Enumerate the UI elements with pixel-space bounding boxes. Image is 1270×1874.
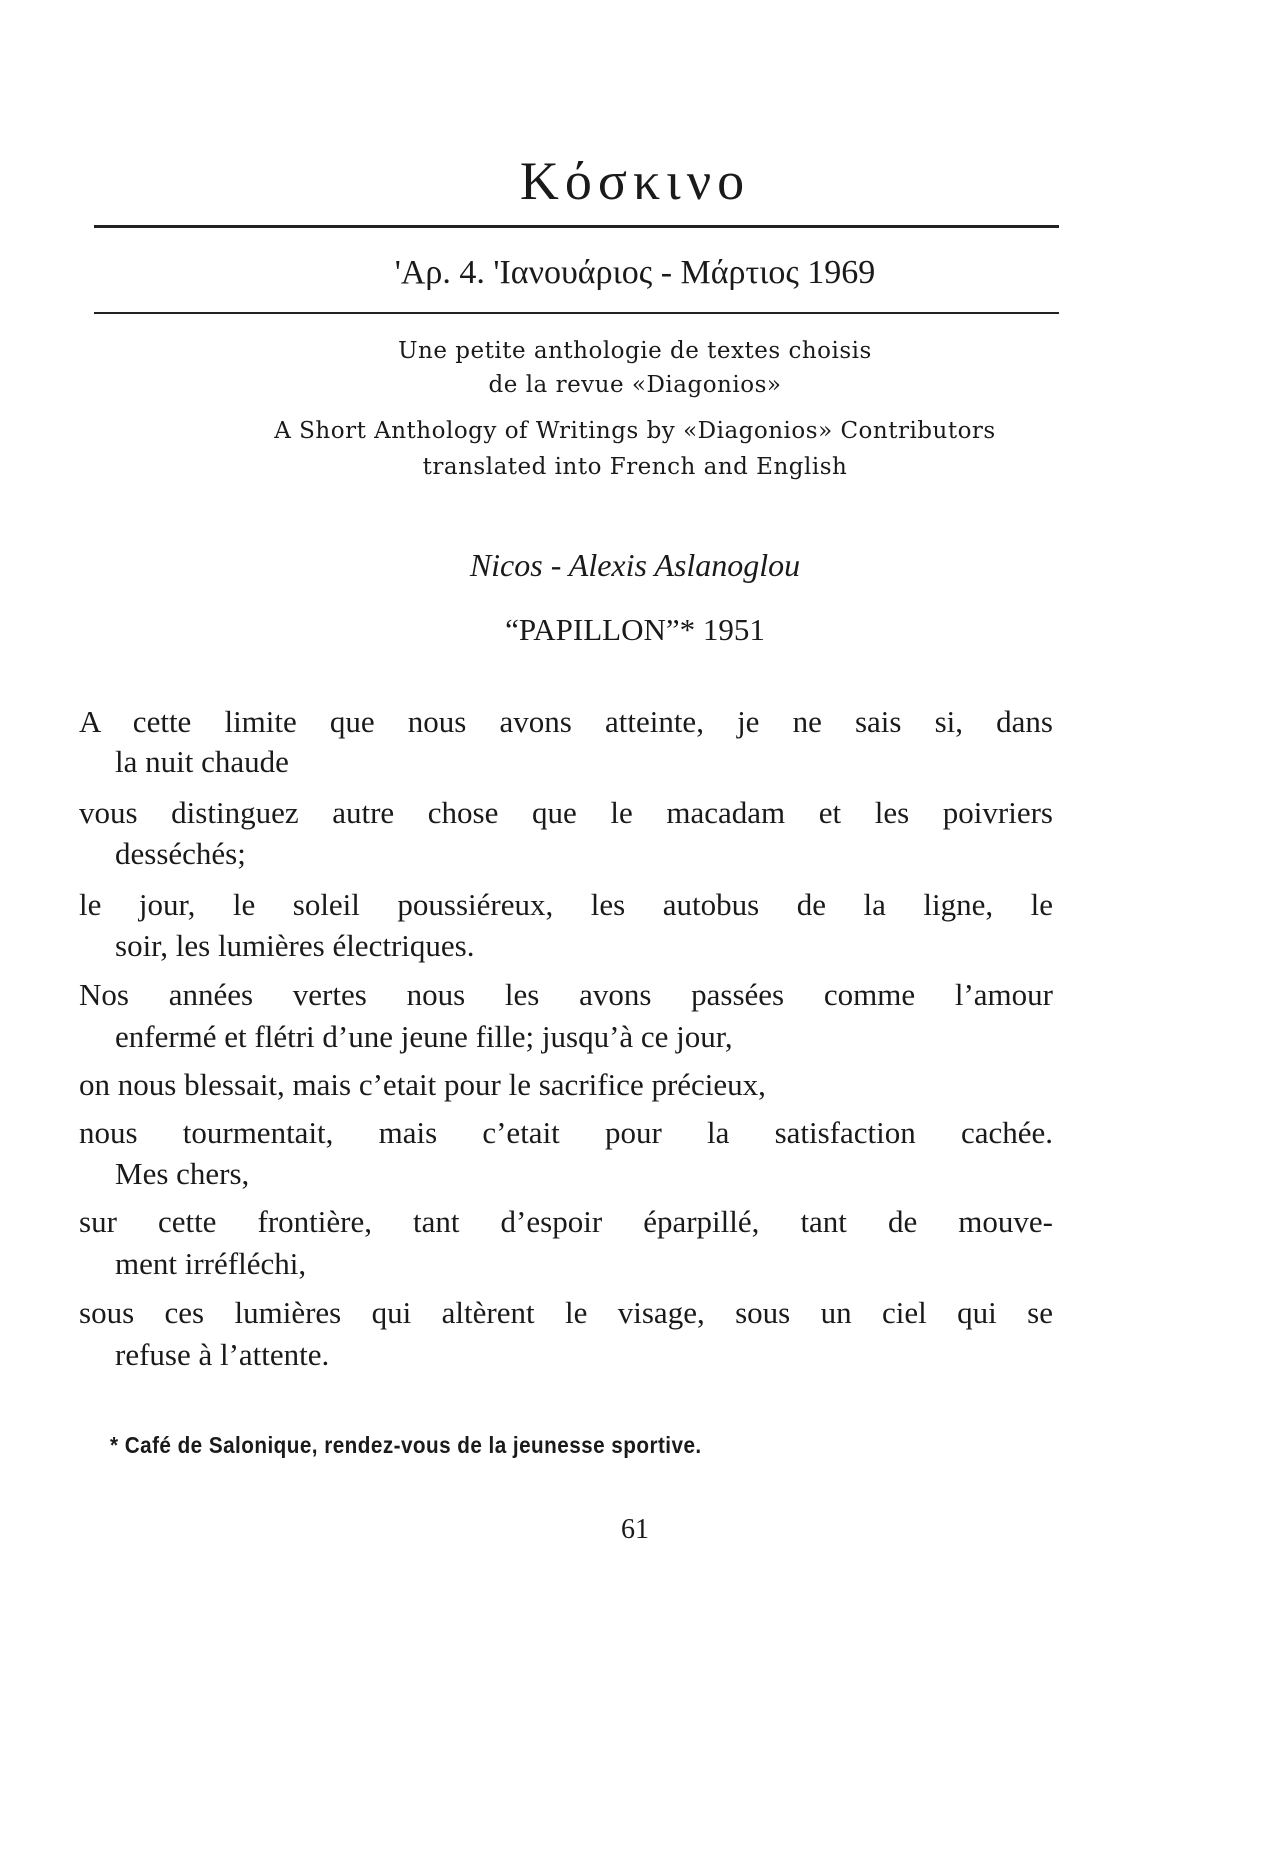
poem-line: sur cette frontière, tant d’espoir éparpillé, tant de mouve- [79, 1204, 1053, 1239]
poem-line: Nos années vertes nous les avons passées comme l’amour [79, 977, 1053, 1012]
poem-line: ment irréfléchi, [115, 1246, 307, 1281]
poem-line: le jour, le soleil poussiéreux, les autobus de la ligne, le [79, 887, 1053, 922]
poem-line: enfermé et flétri d’une jeune fille; jusqu’à ce jour, [115, 1019, 733, 1054]
poem-line: on nous blessait, mais c’etait pour le sacrifice précieux, [79, 1067, 766, 1102]
poem-line: desséchés; [115, 836, 246, 871]
footnote: * Café de Salonique, rendez-vous de la jeunesse sportive. [110, 1432, 702, 1458]
work-title: “PAPILLON”* 1951 [505, 612, 765, 647]
poem-line: sous ces lumières qui altèrent le visage, sous un ciel qui se [79, 1295, 1053, 1330]
intro-french-2: de la revue «Diagonios» [488, 372, 782, 398]
author-name: Nicos - Alexis Aslanoglou [469, 547, 801, 583]
poem-line: refuse à l’attente. [115, 1337, 330, 1372]
intro-english-2: translated into French and English [422, 454, 848, 480]
intro-french-1: Une petite anthologie de textes choisis [398, 338, 872, 364]
poem-line: Mes chers, [115, 1156, 250, 1191]
issue-line: 'Αρ. 4. 'Ιανουάριος - Μάρτιος 1969 [394, 254, 876, 291]
header-rule-bottom [94, 312, 1059, 314]
header-rule-top [94, 225, 1059, 228]
poem-line: la nuit chaude [115, 744, 289, 779]
poem-line: A cette limite que nous avons atteinte, je ne sais si, dans [79, 704, 1053, 739]
intro-english-1: A Short Anthology of Writings by «Diagonios» Contributors [274, 418, 996, 444]
poem-line: nous tourmentait, mais c’etait pour la satisfaction cachée. [79, 1115, 1053, 1150]
journal-title: Κόσκινο [519, 151, 751, 211]
poem-line: vous distinguez autre chose que le macadam et les poivriers [79, 795, 1053, 830]
page-number: 61 [621, 1514, 649, 1545]
poem-line: soir, les lumières électriques. [115, 928, 475, 963]
